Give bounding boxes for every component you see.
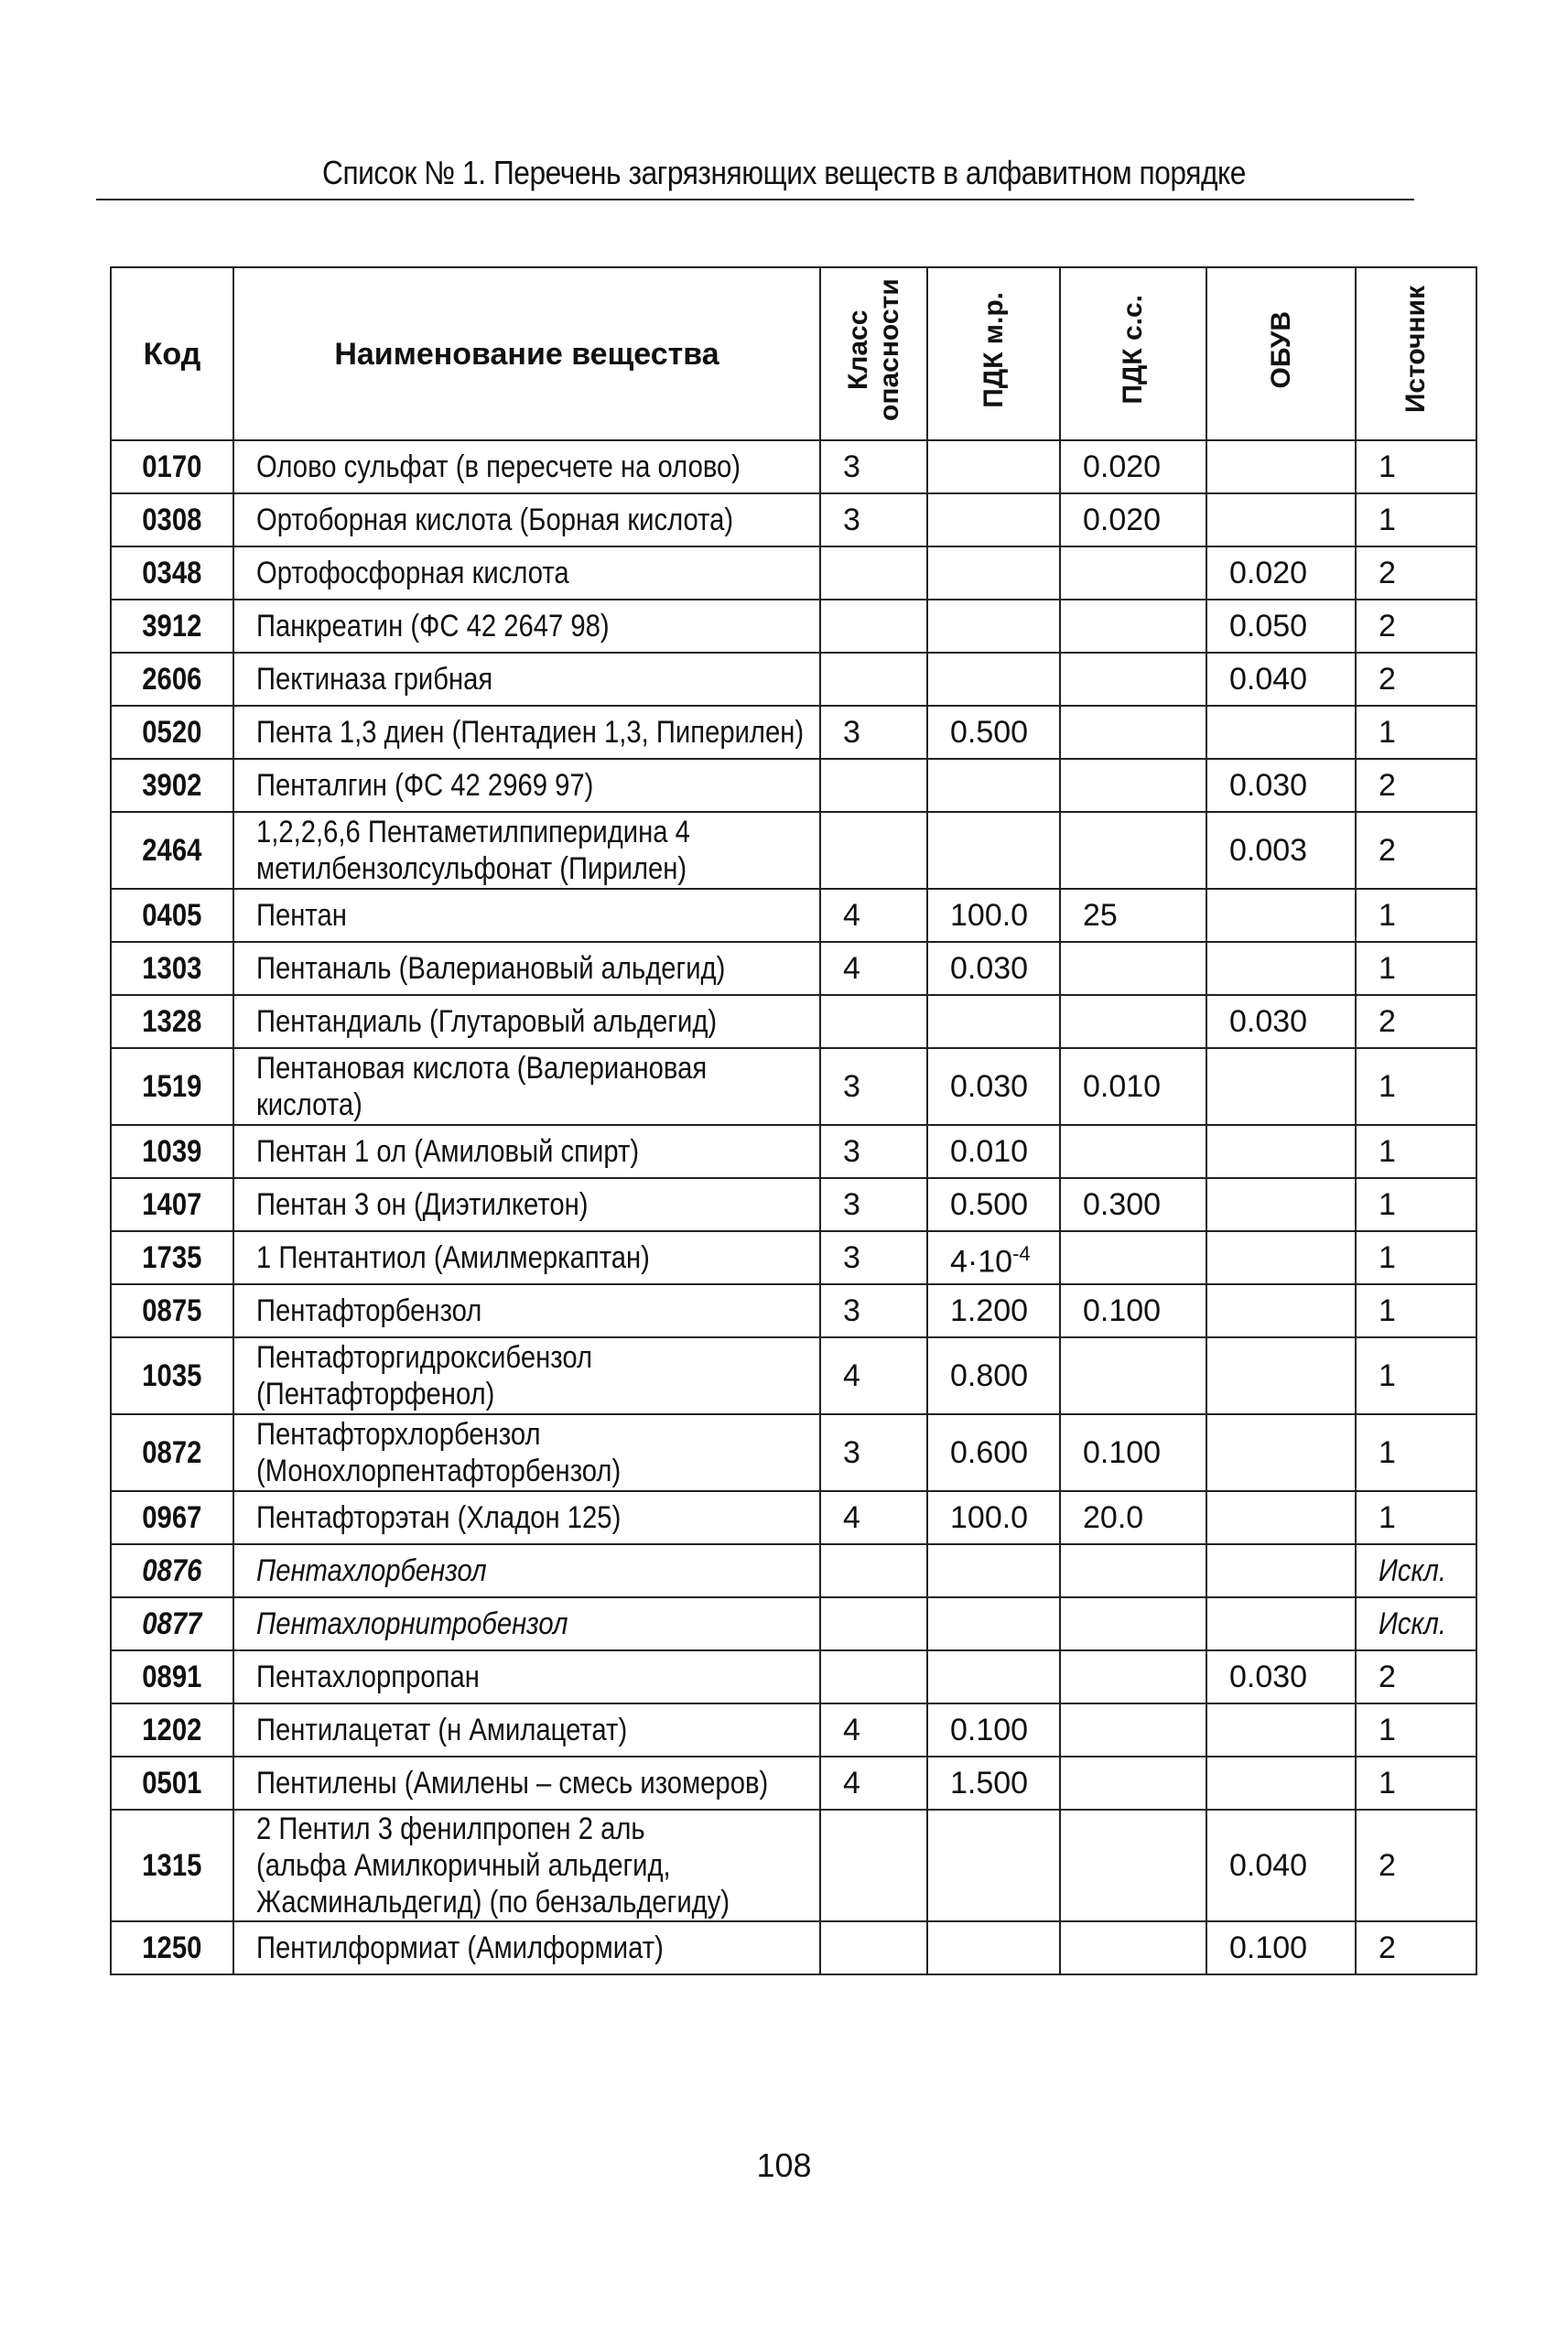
hazard-class-cell: [820, 1921, 927, 1974]
code-cell: 0501: [111, 1757, 233, 1810]
name-cell: Пентафторэтан (Хладон 125): [233, 1491, 820, 1544]
source-cell: 1: [1356, 889, 1476, 942]
pdk-mr-cell: [927, 1921, 1060, 1974]
table-row: [111, 942, 1476, 995]
table-row: [111, 1650, 1476, 1703]
pdk-mr-cell: [927, 1650, 1060, 1703]
code-cell: 0872: [111, 1414, 233, 1491]
code-cell: 0405: [111, 889, 233, 942]
obuv-cell: [1206, 889, 1356, 942]
table-row: [111, 1810, 1476, 1921]
pdk-ss-cell: [1060, 759, 1206, 812]
name-cell: Пентафторхлорбензол (Монохлорпентафторбензол): [233, 1414, 820, 1491]
source-cell: 1: [1356, 1337, 1476, 1414]
name-cell: Панкреатин (ФС 42 2647 98): [233, 600, 820, 653]
code-cell: 0876: [111, 1544, 233, 1597]
table-row: [111, 995, 1476, 1048]
code-cell: 0520: [111, 706, 233, 759]
name-cell: Пентановая кислота (Валериановая кислота): [233, 1048, 820, 1125]
code-cell: 1250: [111, 1921, 233, 1974]
source-cell: 1: [1356, 1757, 1476, 1810]
hazard-class-cell: [820, 812, 927, 889]
table-row: [111, 1414, 1476, 1491]
pdk-mr-cell: $4\cdot 10^{-4}$: [927, 1231, 1060, 1284]
pdk-mr-cell: 0.030: [927, 942, 1060, 995]
name-cell: Пентилформиат (Амилформиат): [233, 1921, 820, 1974]
obuv-cell: [1206, 1048, 1356, 1125]
pdk-ss-cell: [1060, 942, 1206, 995]
hazard-class-cell: [820, 1650, 927, 1703]
table-row: [111, 1921, 1476, 1974]
pdk-ss-cell: [1060, 1597, 1206, 1650]
hazard-class-cell: 4: [820, 1337, 927, 1414]
source-cell: 1: [1356, 1491, 1476, 1544]
pdk-ss-cell: 0.300: [1060, 1178, 1206, 1231]
hazard-class-cell: 3: [820, 1178, 927, 1231]
pdk-mr-cell: [927, 1544, 1060, 1597]
pdk-mr-cell: 100.0: [927, 1491, 1060, 1544]
name-cell: 1,2,2,6,6 Пентаметилпиперидина 4 метилбензолсульфонат (Пирилен): [233, 812, 820, 889]
code-cell: 1407: [111, 1178, 233, 1231]
table-row: [111, 1284, 1476, 1337]
source-cell: 2: [1356, 759, 1476, 812]
obuv-cell: 0.100: [1206, 1921, 1356, 1974]
code-cell: 1035: [111, 1337, 233, 1414]
name-cell: Ортофосфорная кислота: [233, 546, 820, 600]
source-cell: 2: [1356, 546, 1476, 600]
table-header-row: [111, 267, 1476, 440]
column-header-code: Код: [111, 267, 233, 440]
source-cell: Искл.: [1356, 1544, 1476, 1597]
pdk-ss-cell: 0.010: [1060, 1048, 1206, 1125]
table-row-excluded: [111, 1597, 1476, 1650]
obuv-cell: [1206, 1703, 1356, 1757]
source-cell: 2: [1356, 653, 1476, 706]
hazard-class-cell: [820, 1544, 927, 1597]
code-cell: 2464: [111, 812, 233, 889]
code-cell: 3902: [111, 759, 233, 812]
name-cell: Пентафторбензол: [233, 1284, 820, 1337]
name-cell: Пентандиаль (Глутаровый альдегид): [233, 995, 820, 1048]
obuv-cell: 0.003: [1206, 812, 1356, 889]
pdk-ss-cell: 0.100: [1060, 1284, 1206, 1337]
name-cell: Олово сульфат (в пересчете на олово): [233, 440, 820, 493]
source-cell: 1: [1356, 440, 1476, 493]
table-row: [111, 1491, 1476, 1544]
pdk-ss-cell: [1060, 1337, 1206, 1414]
table-row: [111, 1048, 1476, 1125]
obuv-cell: 0.040: [1206, 653, 1356, 706]
column-header-pdk-ss: ПДК с.с.: [1060, 267, 1206, 440]
pdk-ss-cell: [1060, 1650, 1206, 1703]
source-cell: 2: [1356, 1650, 1476, 1703]
name-cell: 2 Пентил 3 фенилпропен 2 аль (альфа Амилкоричный альдегид, Жасминальдегид) (по бензальдегиду): [233, 1810, 820, 1921]
code-cell: 0967: [111, 1491, 233, 1544]
name-cell: Пентахлорпропан: [233, 1650, 820, 1703]
pdk-mr-cell: [927, 440, 1060, 493]
code-cell: 1315: [111, 1810, 233, 1921]
code-cell: 1039: [111, 1125, 233, 1178]
table-row: [111, 1703, 1476, 1757]
source-cell: 1: [1356, 493, 1476, 546]
column-header-pdk-mr: ПДК м.р.: [927, 267, 1060, 440]
pdk-ss-cell: [1060, 653, 1206, 706]
pdk-mr-cell: 0.500: [927, 706, 1060, 759]
source-cell: 2: [1356, 995, 1476, 1048]
name-cell: Пенталгин (ФС 42 2969 97): [233, 759, 820, 812]
obuv-cell: [1206, 1597, 1356, 1650]
pdk-mr-cell: 0.500: [927, 1178, 1060, 1231]
hazard-class-cell: 4: [820, 1757, 927, 1810]
obuv-cell: [1206, 1544, 1356, 1597]
hazard-class-cell: [820, 600, 927, 653]
pdk-mr-cell: 0.100: [927, 1703, 1060, 1757]
hazard-class-cell: 4: [820, 1703, 927, 1757]
hazard-class-cell: 3: [820, 706, 927, 759]
name-cell: Пентан 1 ол (Амиловый спирт): [233, 1125, 820, 1178]
obuv-cell: [1206, 942, 1356, 995]
table-row: [111, 812, 1476, 889]
hazard-class-cell: 3: [820, 1284, 927, 1337]
pdk-ss-cell: 25: [1060, 889, 1206, 942]
name-cell: Пентан 3 он (Диэтилкетон): [233, 1178, 820, 1231]
hazard-class-cell: 3: [820, 1125, 927, 1178]
name-cell: Пентахлорбензол: [233, 1544, 820, 1597]
pdk-mr-cell: [927, 653, 1060, 706]
name-cell: Пентилацетат (н Амилацетат): [233, 1703, 820, 1757]
source-cell: 1: [1356, 942, 1476, 995]
code-cell: 1303: [111, 942, 233, 995]
pdk-mr-cell: [927, 546, 1060, 600]
obuv-cell: [1206, 1757, 1356, 1810]
source-cell: 2: [1356, 1810, 1476, 1921]
name-cell: Пентаналь (Валериановый альдегид): [233, 942, 820, 995]
pdk-mr-cell: 1.200: [927, 1284, 1060, 1337]
pdk-mr-cell: [927, 812, 1060, 889]
hazard-class-cell: 4: [820, 889, 927, 942]
code-cell: 1328: [111, 995, 233, 1048]
pdk-ss-cell: [1060, 546, 1206, 600]
title-divider: [96, 199, 1414, 200]
source-cell: 1: [1356, 1703, 1476, 1757]
obuv-cell: 0.040: [1206, 1810, 1356, 1921]
pdk-ss-cell: 20.0: [1060, 1491, 1206, 1544]
table-row: [111, 759, 1476, 812]
pdk-ss-cell: [1060, 1757, 1206, 1810]
pdk-ss-cell: 0.100: [1060, 1414, 1206, 1491]
source-cell: 1: [1356, 1231, 1476, 1284]
table-row: [111, 1757, 1476, 1810]
table-row-excluded: [111, 1544, 1476, 1597]
page-title: Список № 1. Перечень загрязняющих веществ в алфавитном порядке: [322, 154, 1246, 191]
table-row: [111, 889, 1476, 942]
obuv-cell: [1206, 1125, 1356, 1178]
code-cell: 2606: [111, 653, 233, 706]
code-cell: 1735: [111, 1231, 233, 1284]
hazard-class-cell: 3: [820, 1231, 927, 1284]
column-header-hazard-class: Класс опасности: [820, 267, 927, 440]
source-cell: 2: [1356, 812, 1476, 889]
obuv-cell: 0.020: [1206, 546, 1356, 600]
pdk-mr-cell: 1.500: [927, 1757, 1060, 1810]
obuv-cell: [1206, 1178, 1356, 1231]
hazard-class-cell: 3: [820, 440, 927, 493]
hazard-class-cell: [820, 759, 927, 812]
source-cell: 1: [1356, 1178, 1476, 1231]
name-cell: Пентилены (Амилены – смесь изомеров): [233, 1757, 820, 1810]
table-row: [111, 706, 1476, 759]
code-cell: 1202: [111, 1703, 233, 1757]
obuv-cell: [1206, 1414, 1356, 1491]
pdk-ss-cell: 0.020: [1060, 493, 1206, 546]
hazard-class-cell: 4: [820, 1491, 927, 1544]
pdk-ss-cell: [1060, 600, 1206, 653]
code-cell: 0875: [111, 1284, 233, 1337]
table-row: [111, 1337, 1476, 1414]
name-cell: Пектиназа грибная: [233, 653, 820, 706]
name-cell: Ортоборная кислота (Борная кислота): [233, 493, 820, 546]
table-row: [111, 440, 1476, 493]
source-cell: 1: [1356, 1125, 1476, 1178]
table-row: [111, 1231, 1476, 1284]
obuv-cell: [1206, 493, 1356, 546]
column-header-obuv: ОБУВ: [1206, 267, 1356, 440]
hazard-class-cell: [820, 546, 927, 600]
source-cell: 1: [1356, 1414, 1476, 1491]
pdk-mr-cell: 0.030: [927, 1048, 1060, 1125]
name-cell: Пентан: [233, 889, 820, 942]
table-row: [111, 1125, 1476, 1178]
column-header-name: Наименование вещества: [233, 267, 820, 440]
pdk-mr-cell: [927, 1597, 1060, 1650]
pdk-ss-cell: [1060, 995, 1206, 1048]
pdk-ss-cell: [1060, 1810, 1206, 1921]
source-cell: 2: [1356, 600, 1476, 653]
table-row: [111, 1178, 1476, 1231]
obuv-cell: [1206, 1491, 1356, 1544]
pdk-ss-cell: [1060, 1703, 1206, 1757]
hazard-class-cell: 4: [820, 942, 927, 995]
pdk-mr-cell: [927, 600, 1060, 653]
name-cell: Пентахлорнитробензол: [233, 1597, 820, 1650]
pdk-mr-cell: [927, 1810, 1060, 1921]
code-cell: 0348: [111, 546, 233, 600]
name-cell: Пентафторгидроксибензол (Пентафторфенол): [233, 1337, 820, 1414]
code-cell: 0877: [111, 1597, 233, 1650]
name-cell: Пента 1,3 диен (Пентадиен 1,3, Пиперилен): [233, 706, 820, 759]
code-cell: 0308: [111, 493, 233, 546]
pdk-ss-cell: [1060, 812, 1206, 889]
obuv-cell: [1206, 1337, 1356, 1414]
hazard-class-cell: 3: [820, 493, 927, 546]
obuv-cell: 0.030: [1206, 1650, 1356, 1703]
obuv-cell: 0.050: [1206, 600, 1356, 653]
obuv-cell: 0.030: [1206, 759, 1356, 812]
pdk-mr-cell: 0.600: [927, 1414, 1060, 1491]
source-cell: Искл.: [1356, 1597, 1476, 1650]
pdk-ss-cell: [1060, 706, 1206, 759]
hazard-class-cell: [820, 653, 927, 706]
obuv-cell: [1206, 1231, 1356, 1284]
hazard-class-cell: [820, 1810, 927, 1921]
hazard-class-cell: [820, 995, 927, 1048]
pdk-mr-cell: 0.010: [927, 1125, 1060, 1178]
obuv-cell: 0.030: [1206, 995, 1356, 1048]
page-number: 108: [756, 2147, 812, 2184]
name-cell: 1 Пентантиол (Амилмеркаптан): [233, 1231, 820, 1284]
hazard-class-cell: 3: [820, 1048, 927, 1125]
pdk-mr-cell: 0.800: [927, 1337, 1060, 1414]
pdk-ss-cell: [1060, 1921, 1206, 1974]
code-cell: 1519: [111, 1048, 233, 1125]
table-row: [111, 493, 1476, 546]
obuv-cell: [1206, 440, 1356, 493]
table-row: [111, 546, 1476, 600]
hazard-class-cell: [820, 1597, 927, 1650]
obuv-cell: [1206, 1284, 1356, 1337]
pdk-ss-cell: [1060, 1544, 1206, 1597]
source-cell: 1: [1356, 706, 1476, 759]
hazard-class-cell: 3: [820, 1414, 927, 1491]
pdk-mr-cell: [927, 995, 1060, 1048]
code-cell: 0891: [111, 1650, 233, 1703]
code-cell: 0170: [111, 440, 233, 493]
column-header-source: Источник: [1356, 267, 1476, 440]
substances-table: [110, 266, 1477, 1975]
pdk-ss-cell: 0.020: [1060, 440, 1206, 493]
source-cell: 1: [1356, 1284, 1476, 1337]
source-cell: 1: [1356, 1048, 1476, 1125]
pdk-ss-cell: [1060, 1231, 1206, 1284]
pdk-ss-cell: [1060, 1125, 1206, 1178]
table-row: [111, 653, 1476, 706]
pdk-mr-cell: 100.0: [927, 889, 1060, 942]
pdk-mr-cell: [927, 759, 1060, 812]
code-cell: 3912: [111, 600, 233, 653]
obuv-cell: [1206, 706, 1356, 759]
table-row: [111, 600, 1476, 653]
pdk-mr-cell: [927, 493, 1060, 546]
source-cell: 2: [1356, 1921, 1476, 1974]
